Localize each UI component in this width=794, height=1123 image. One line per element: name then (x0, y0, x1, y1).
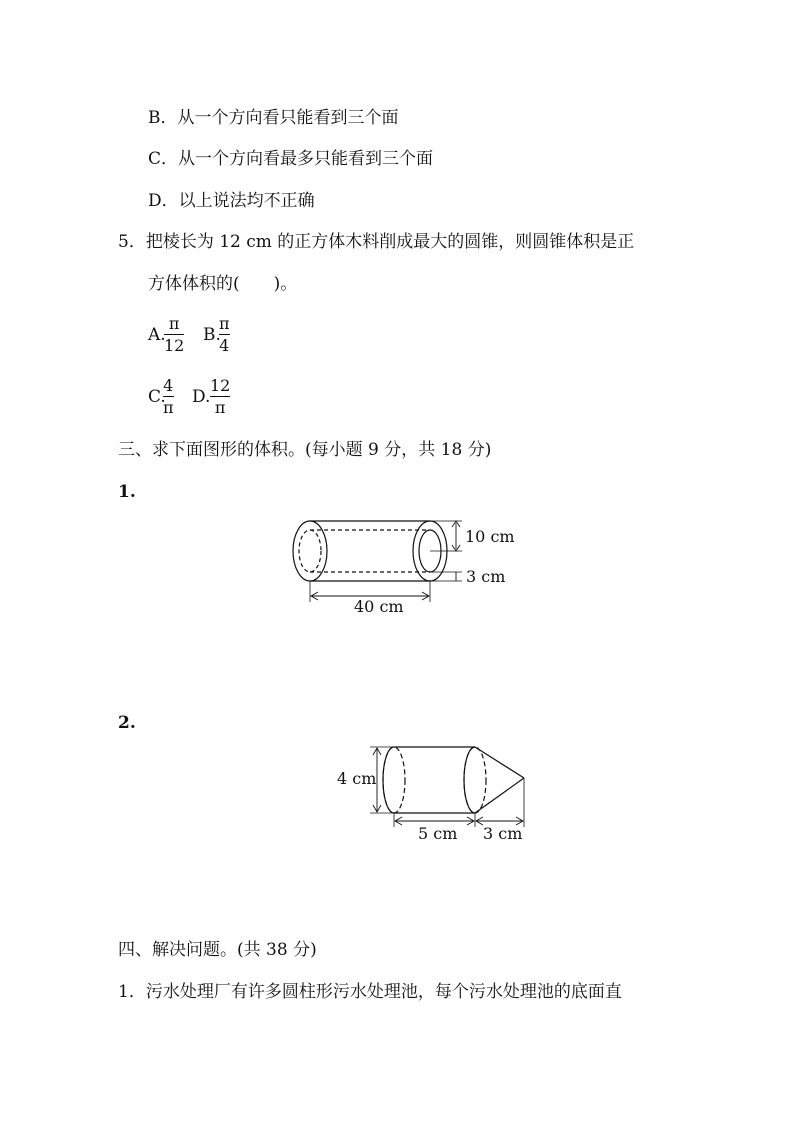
section3-heading: 三、求下面图形的体积。(每小题 9 分，共 18 分) (118, 440, 492, 460)
fraction-numerator: π (219, 314, 230, 333)
fraction-denominator: π (214, 398, 226, 417)
left-inner-ellipse (299, 530, 321, 572)
q5-option-a-prefix: A. (148, 325, 166, 345)
fig2-cone-length-label: 3 cm (483, 824, 523, 843)
q4-option-b: B．从一个方向看只能看到三个面 (148, 108, 399, 128)
fig2-cylinder-length-label: 5 cm (418, 824, 458, 843)
q4-option-d: D．以上说法均不正确 (148, 191, 315, 211)
fig1-thickness-label: 3 cm (466, 567, 506, 586)
fraction-denominator: 4 (219, 336, 230, 355)
q5-option-c-prefix: C. (148, 387, 166, 407)
fig1-length-label: 40 cm (354, 597, 404, 616)
problem1-label: 1. (118, 482, 136, 502)
q5-option-b-prefix: B. (203, 325, 221, 345)
cone-bottom-slant (475, 778, 524, 813)
q4-option-c: C．从一个方向看最多只能看到三个面 (148, 149, 434, 169)
cone-top-slant (475, 747, 524, 778)
section4-q1: 1．污水处理厂有许多圆柱形污水处理池，每个污水处理池的底面直 (118, 982, 622, 1002)
fraction-numerator: 4 (163, 376, 174, 395)
fig2-height-label: 4 cm (337, 769, 377, 788)
q5-stem-line1: 5．把棱长为 12 cm 的正方体木料削成最大的圆锥，则圆锥体积是正 (118, 232, 635, 252)
problem2-label: 2. (118, 713, 136, 733)
fraction-denominator: π (163, 398, 174, 417)
fraction-denominator: 12 (164, 336, 185, 355)
fig1-outer-radius-label: 10 cm (465, 527, 515, 546)
cylinder-left-solid-arc (383, 747, 394, 813)
fraction-numerator: 12 (210, 376, 231, 395)
fraction-numerator: π (168, 314, 180, 333)
q5-stem-line2: 方体体积的( )。 (148, 274, 298, 294)
cylinder-right-solid-arc (464, 747, 475, 813)
q5-option-d-prefix: D. (192, 387, 211, 407)
section4-heading: 四、解决问题。(共 38 分) (118, 940, 317, 960)
